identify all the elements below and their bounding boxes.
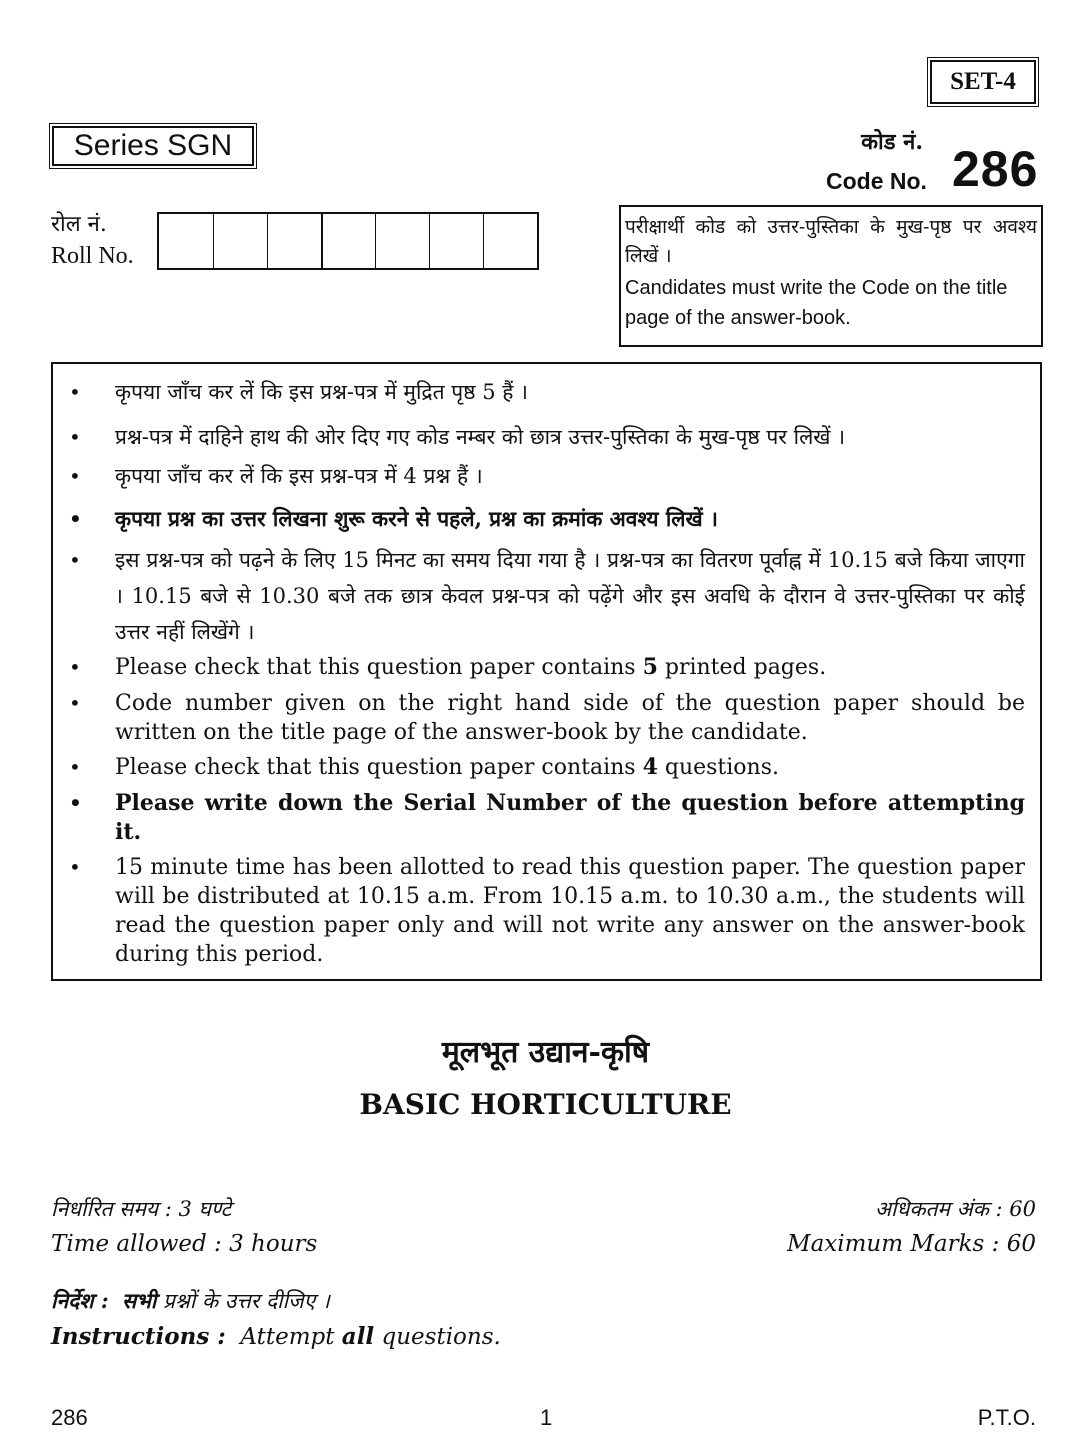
- bullet-icon: •: [69, 655, 81, 679]
- roll-cell[interactable]: [159, 214, 213, 268]
- instruction-text: कृपया जाँच कर लें कि इस प्रश्न-पत्र में 4 प्रश्न हैं ।: [115, 464, 483, 488]
- footer-code: 286: [51, 1405, 88, 1430]
- instruction-item: [69, 789, 1025, 847]
- subject-title-hindi: मूलभूत उद्यान-कृषि: [441, 1035, 650, 1070]
- instruction-text: Please check that this question paper contains 4 questions.: [115, 754, 780, 780]
- bullet-icon: •: [69, 855, 81, 879]
- roll-cell[interactable]: [267, 214, 321, 268]
- instruction-text: Code number given on the right hand side of the question paper should be written on the title page of the answer-book by the candidate.: [115, 691, 1025, 745]
- code-label-hindi: कोड नं.: [861, 129, 923, 155]
- bullet-icon: •: [69, 548, 81, 572]
- bullet-icon: •: [69, 507, 82, 531]
- set-label: SET-4: [930, 60, 1036, 104]
- bullet-icon: •: [69, 464, 81, 488]
- bullet-icon: •: [69, 791, 82, 815]
- roll-cell[interactable]: [321, 214, 375, 268]
- roll-number-grid[interactable]: [157, 212, 539, 270]
- instruction-item: [69, 653, 1025, 682]
- general-instructions-box: [51, 362, 1042, 981]
- instruction-item: [69, 753, 1025, 782]
- instruction-item: [69, 419, 1025, 455]
- candidate-code-note: [619, 205, 1043, 347]
- roll-cell[interactable]: [429, 214, 483, 268]
- instruction-text: कृपया जाँच कर लें कि इस प्रश्न-पत्र में मुद्रित पृष्ठ 5 हैं ।: [115, 380, 529, 404]
- instruction-text: प्रश्न-पत्र में दाहिने हाथ की ओर दिए गए कोड नम्बर को छात्र उत्तर-पुस्तिका के मुख-पृष्ठ पर लिखें ।: [115, 425, 846, 449]
- roll-cell[interactable]: [483, 214, 537, 268]
- instruction-text: 15 minute time has been allotted to read this question paper. The question paper will be distributed at 10.15 a.m. From 10.15 a.m. to 10.30 a.m., the students will read the question paper only and will not write any answer on the answer-book during this period.: [115, 855, 1025, 967]
- bullet-icon: •: [69, 380, 81, 404]
- instruction-item: [69, 458, 1025, 494]
- directions-hindi: निर्देश : सभी प्रश्नों के उत्तर दीजिए ।: [51, 1288, 330, 1313]
- roll-label-english: Roll No.: [51, 243, 134, 269]
- instruction-item: [69, 853, 1025, 969]
- series-label: Series SGN: [52, 126, 254, 166]
- instruction-item: [69, 689, 1025, 747]
- instruction-text: Please write down the Serial Number of the question before attempting it.: [115, 790, 1025, 845]
- maximum-marks-english: Maximum Marks : 60: [787, 1231, 1036, 1257]
- instruction-text: कृपया प्रश्न का उत्तर लिखना शुरू करने से पहले, प्रश्न का क्रमांक अवश्य लिखें ।: [115, 506, 718, 531]
- time-allowed-english: Time allowed : 3 hours: [51, 1231, 318, 1257]
- bullet-icon: •: [69, 755, 81, 779]
- time-allowed-hindi: निर्धारित समय : 3 घण्टे: [51, 1197, 232, 1221]
- bullet-icon: •: [69, 691, 81, 715]
- pto-label: P.T.O.: [977, 1405, 1036, 1430]
- candidate-note-hindi: परीक्षार्थी कोड को उत्तर-पुस्तिका के मुख-पृष्ठ पर अवश्य लिखें ।: [625, 216, 1037, 267]
- instruction-item: [69, 542, 1025, 650]
- roll-cell[interactable]: [375, 214, 429, 268]
- roll-label-hindi: रोल नं.: [51, 212, 107, 237]
- roll-cell[interactable]: [213, 214, 267, 268]
- candidate-note-english: Candidates must write the Code on the title page of the answer-book.: [625, 277, 1008, 329]
- maximum-marks-hindi: अधिकतम अंक : 60: [874, 1197, 1036, 1221]
- bullet-icon: •: [69, 425, 81, 449]
- directions-english: Instructions : Attempt all questions.: [51, 1323, 501, 1350]
- subject-title-english: BASIC HORTICULTURE: [359, 1088, 732, 1121]
- instruction-item: [69, 374, 1025, 410]
- code-number: 286: [952, 141, 1039, 197]
- instruction-text: इस प्रश्न-पत्र को पढ़ने के लिए 15 मिनट का समय दिया गया है । प्रश्न-पत्र का वितरण पूर्वाह्न में 10.15 बजे किया जाएगा । 10.15 बजे से 10.30 बजे तक छात्र केवल प्रश्न-पत्र को पढ़ेंगे और इस अवधि के दौरान वे उत्तर-पुस्तिका पर कोई उत्तर नहीं लिखेंगे ।: [115, 548, 1025, 644]
- instruction-item: [69, 501, 1025, 537]
- instruction-text: Please check that this question paper contains 5 printed pages.: [115, 654, 827, 680]
- code-label-english: Code No.: [826, 168, 927, 194]
- page-number: 1: [540, 1405, 553, 1430]
